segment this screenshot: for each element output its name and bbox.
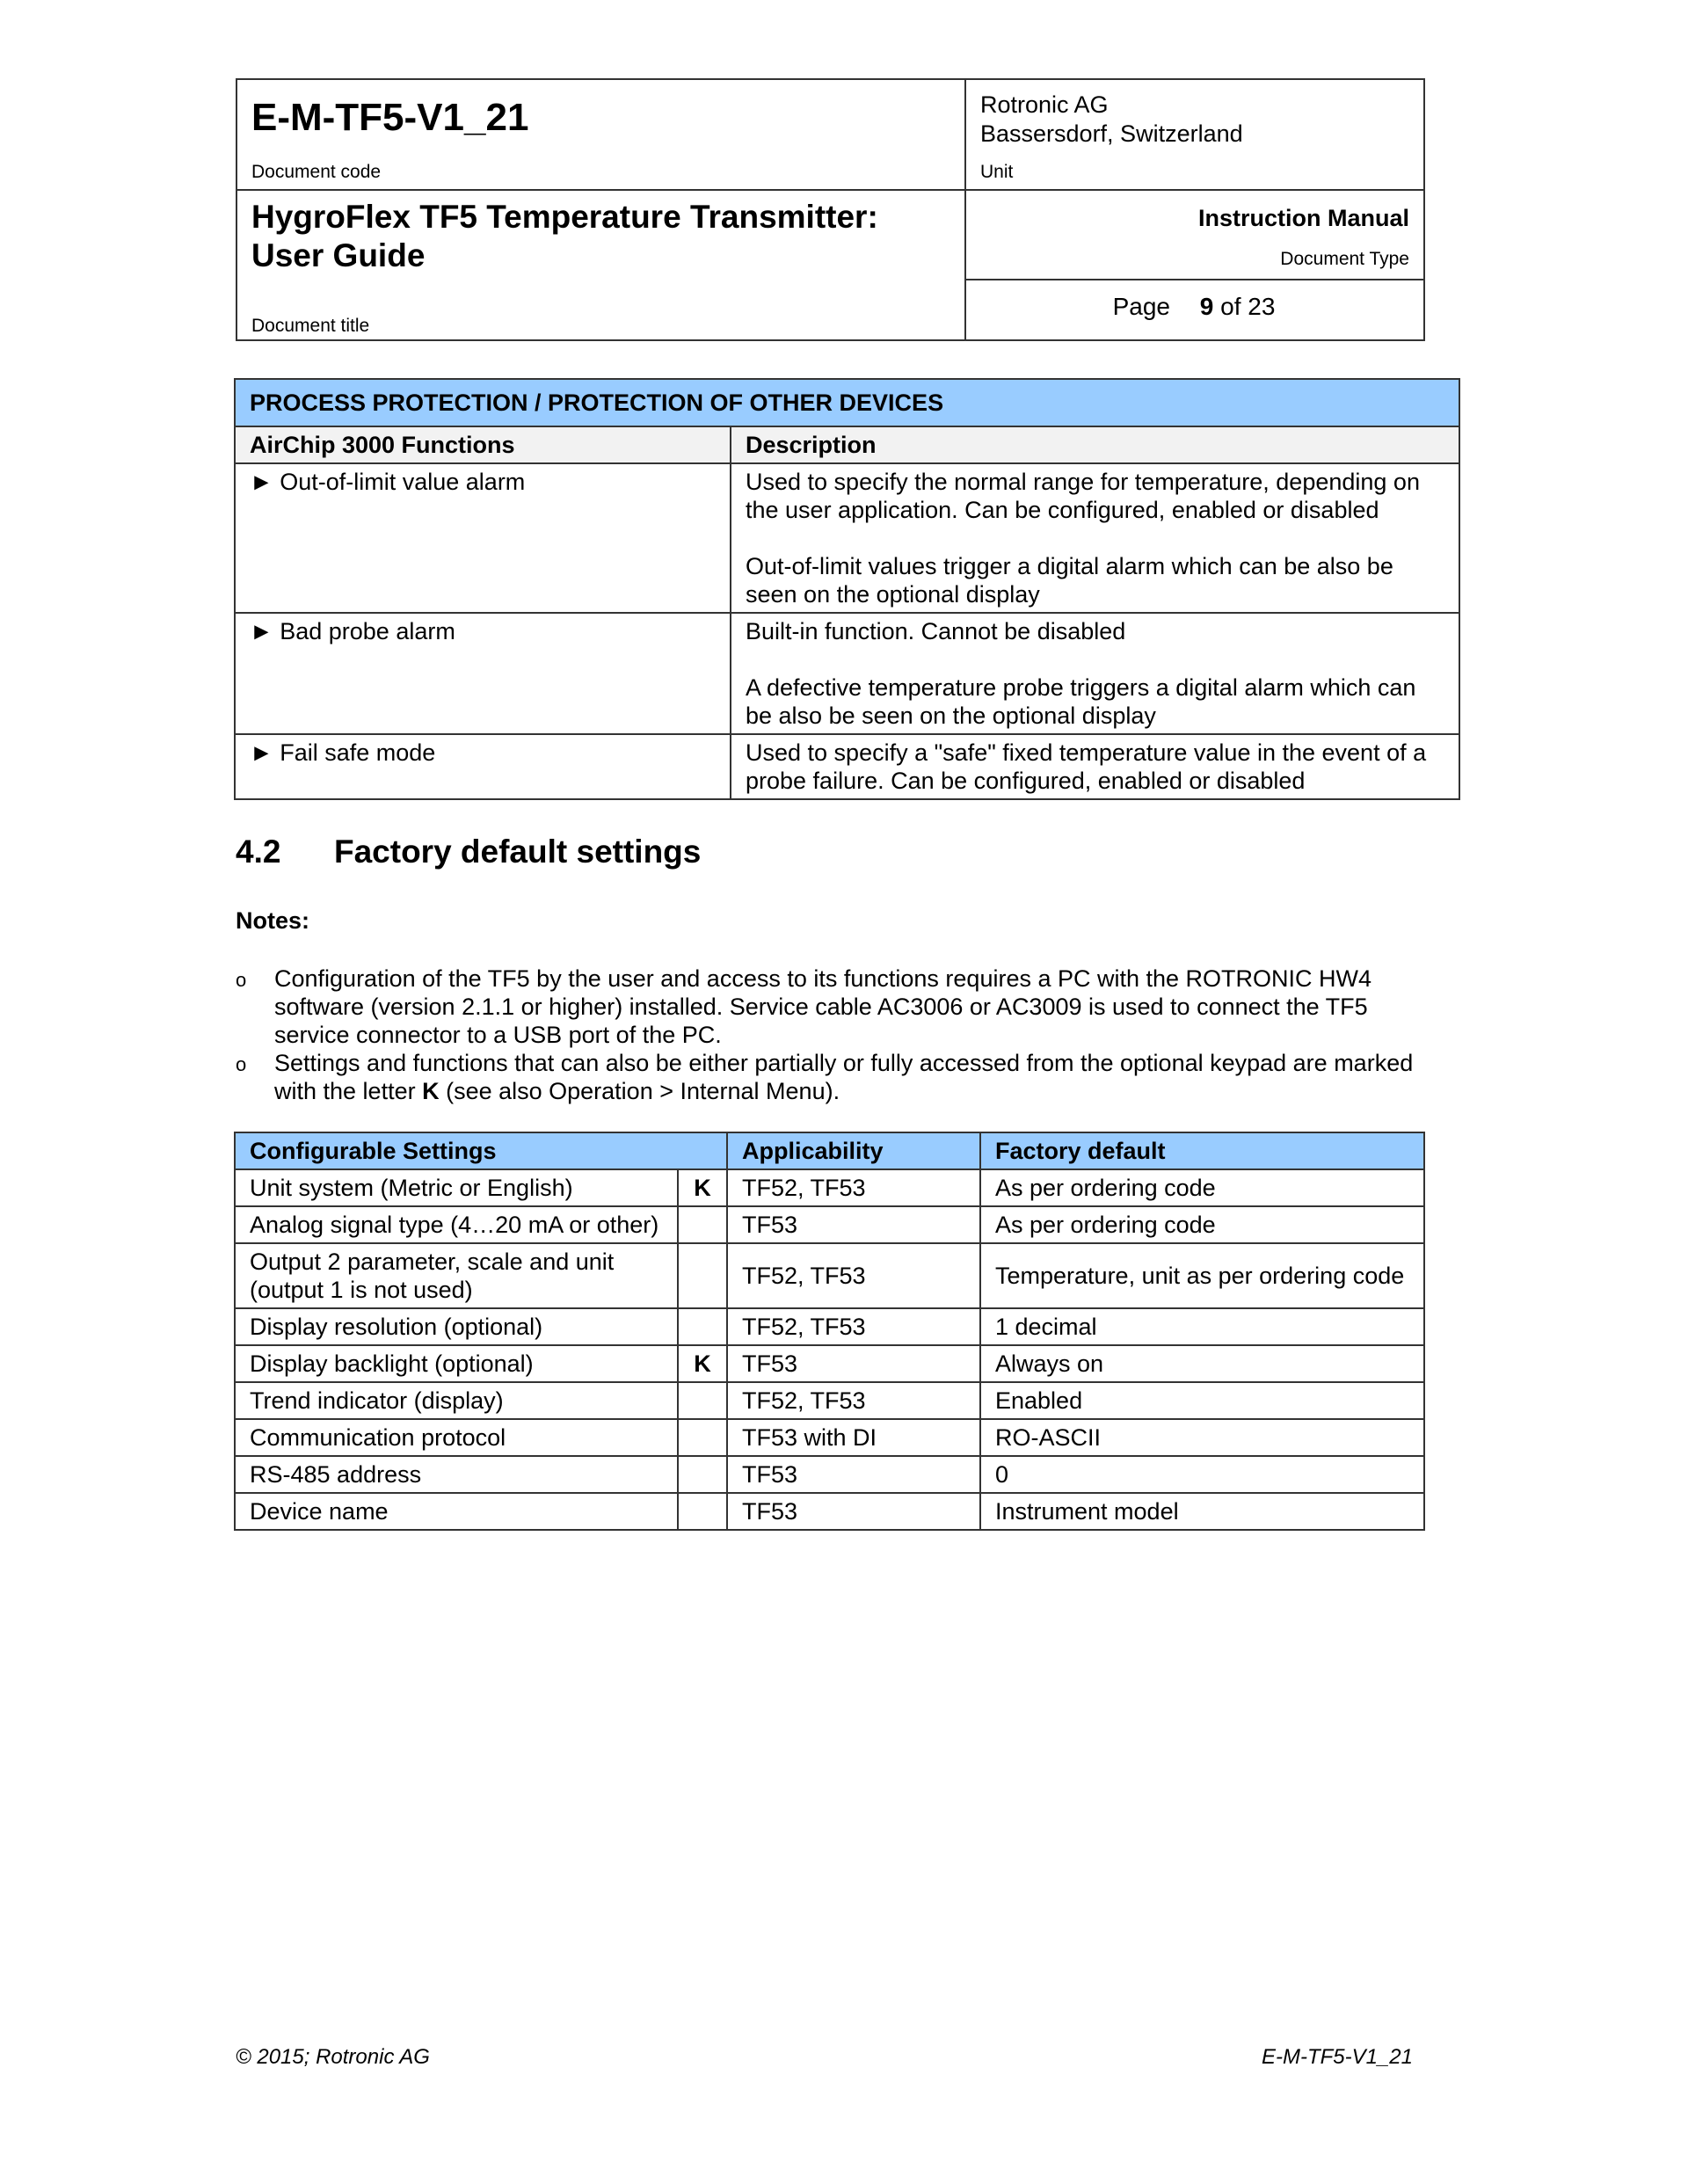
document-code-label: Document code [251, 162, 382, 182]
unit [980, 91, 1243, 149]
function-name: ► Out-of-limit value alarm [235, 463, 731, 613]
factory-default: Temperature, unit as per ordering code [980, 1243, 1424, 1308]
keypad-flag [678, 1243, 727, 1308]
notes-list [236, 965, 1431, 1105]
section-number: 4.2 [236, 834, 281, 870]
table-row [235, 1345, 1424, 1382]
factory-default: As per ordering code [980, 1169, 1424, 1206]
divider [237, 189, 1423, 191]
table-row [235, 1206, 1424, 1243]
applicability: TF52, TF53 [727, 1382, 980, 1419]
function-description [731, 734, 1459, 799]
table-row [235, 1456, 1424, 1493]
column-header-applicability: Applicability [727, 1132, 980, 1169]
setting-name: Display resolution (optional) [235, 1308, 678, 1345]
document-title [251, 198, 878, 275]
note-text: Settings and functions that can also be either partially or fully accessed from the optional keypad are marked with the letter [274, 1050, 1414, 1104]
table-row [235, 1169, 1424, 1206]
note-item [236, 965, 1431, 1049]
table-row [235, 1308, 1424, 1345]
description-paragraph: Used to specify the normal range for temperature, depending on the user application. Can be configured, enabled or disabled [746, 469, 1420, 523]
applicability: TF52, TF53 [727, 1169, 980, 1206]
setting-name: Communication protocol [235, 1419, 678, 1456]
note-text: Configuration of the TF5 by the user and access to its functions requires a PC with the ROTRONIC HW4 software (version 2.1.1 or higher) installed. Service cable AC3006 or AC3009 is used to connect the TF5 service connector to a USB port of the PC. [274, 965, 1372, 1048]
setting-name: Trend indicator (display) [235, 1382, 678, 1419]
setting-name: Output 2 parameter, scale and unit (output 1 is not used) [235, 1243, 678, 1308]
note-keypad-letter: K [422, 1078, 440, 1104]
footer-document-code: E-M-TF5-V1_21 [1261, 2045, 1413, 2069]
unit-label: Unit [980, 162, 1014, 182]
applicability: TF53 [727, 1456, 980, 1493]
document-title-line1: HygroFlex TF5 Temperature Transmitter: [251, 199, 878, 235]
page-total: of 23 [1220, 293, 1276, 320]
setting-name: Device name [235, 1493, 678, 1530]
document-title-line2: User Guide [251, 237, 426, 273]
divider [964, 279, 1423, 280]
unit-line2: Bassersdorf, Switzerland [980, 120, 1243, 147]
document-header [236, 78, 1425, 341]
document-title-label: Document title [251, 316, 370, 336]
keypad-flag [678, 1382, 727, 1419]
table-row [235, 1243, 1424, 1308]
function-description [731, 613, 1459, 734]
description-paragraph: A defective temperature probe triggers a digital alarm which can be also be seen on the optional display [746, 674, 1416, 729]
notes-label: Notes: [236, 907, 310, 934]
setting-name: RS-485 address [235, 1456, 678, 1493]
applicability: TF52, TF53 [727, 1308, 980, 1345]
function-name: ► Bad probe alarm [235, 613, 731, 734]
factory-default: 0 [980, 1456, 1424, 1493]
bullet-circle-icon: o [236, 969, 247, 991]
note-text: (see also Operation > Internal Menu). [439, 1078, 840, 1104]
footer-copyright: © 2015; Rotronic AG [236, 2045, 430, 2069]
factory-default: 1 decimal [980, 1308, 1424, 1345]
factory-default: Enabled [980, 1382, 1424, 1419]
table-row [235, 1382, 1424, 1419]
table-row [235, 1493, 1424, 1530]
column-header-settings: Configurable Settings [235, 1132, 727, 1169]
column-header-functions: AirChip 3000 Functions [235, 426, 731, 463]
section-heading [236, 834, 701, 870]
page-indicator [964, 293, 1423, 321]
applicability: TF52, TF53 [727, 1243, 980, 1308]
function-description [731, 463, 1459, 613]
table-row [235, 613, 1459, 734]
document-type-label: Document Type [1280, 249, 1409, 269]
description-paragraph: Built-in function. Cannot be disabled [746, 618, 1126, 644]
document-code: E-M-TF5-V1_21 [251, 96, 529, 139]
column-header-description: Description [731, 426, 1459, 463]
page-number: 9 [1199, 293, 1214, 320]
section-title: Factory default settings [334, 834, 702, 870]
unit-line1: Rotronic AG [980, 91, 1109, 118]
description-paragraph: Used to specify a "safe" fixed temperature value in the event of a probe failure. Can be configured, enabled or disabled [746, 739, 1427, 794]
keypad-flag [678, 1493, 727, 1530]
keypad-flag: K [678, 1345, 727, 1382]
table-title: PROCESS PROTECTION / PROTECTION OF OTHER DEVICES [235, 379, 1459, 426]
description-paragraph: Out-of-limit values trigger a digital alarm which can be also be seen on the optional display [746, 553, 1393, 608]
page-label: Page [1112, 293, 1170, 320]
applicability: TF53 with DI [727, 1419, 980, 1456]
factory-settings-table [234, 1132, 1425, 1531]
setting-name: Analog signal type (4…20 mA or other) [235, 1206, 678, 1243]
factory-default: RO-ASCII [980, 1419, 1424, 1456]
table-row [235, 734, 1459, 799]
keypad-flag [678, 1419, 727, 1456]
document-type: Instruction Manual [1197, 205, 1409, 231]
process-protection-table [234, 378, 1460, 800]
table-row [235, 463, 1459, 613]
function-name: ► Fail safe mode [235, 734, 731, 799]
applicability: TF53 [727, 1345, 980, 1382]
factory-default: Always on [980, 1345, 1424, 1382]
keypad-flag [678, 1308, 727, 1345]
bullet-circle-icon: o [236, 1053, 247, 1075]
keypad-flag: K [678, 1169, 727, 1206]
keypad-flag [678, 1456, 727, 1493]
setting-name: Unit system (Metric or English) [235, 1169, 678, 1206]
note-item [236, 1049, 1431, 1105]
column-header-default: Factory default [980, 1132, 1424, 1169]
setting-name: Display backlight (optional) [235, 1345, 678, 1382]
keypad-flag [678, 1206, 727, 1243]
applicability: TF53 [727, 1206, 980, 1243]
factory-default: As per ordering code [980, 1206, 1424, 1243]
table-row [235, 1419, 1424, 1456]
applicability: TF53 [727, 1493, 980, 1530]
factory-default: Instrument model [980, 1493, 1424, 1530]
